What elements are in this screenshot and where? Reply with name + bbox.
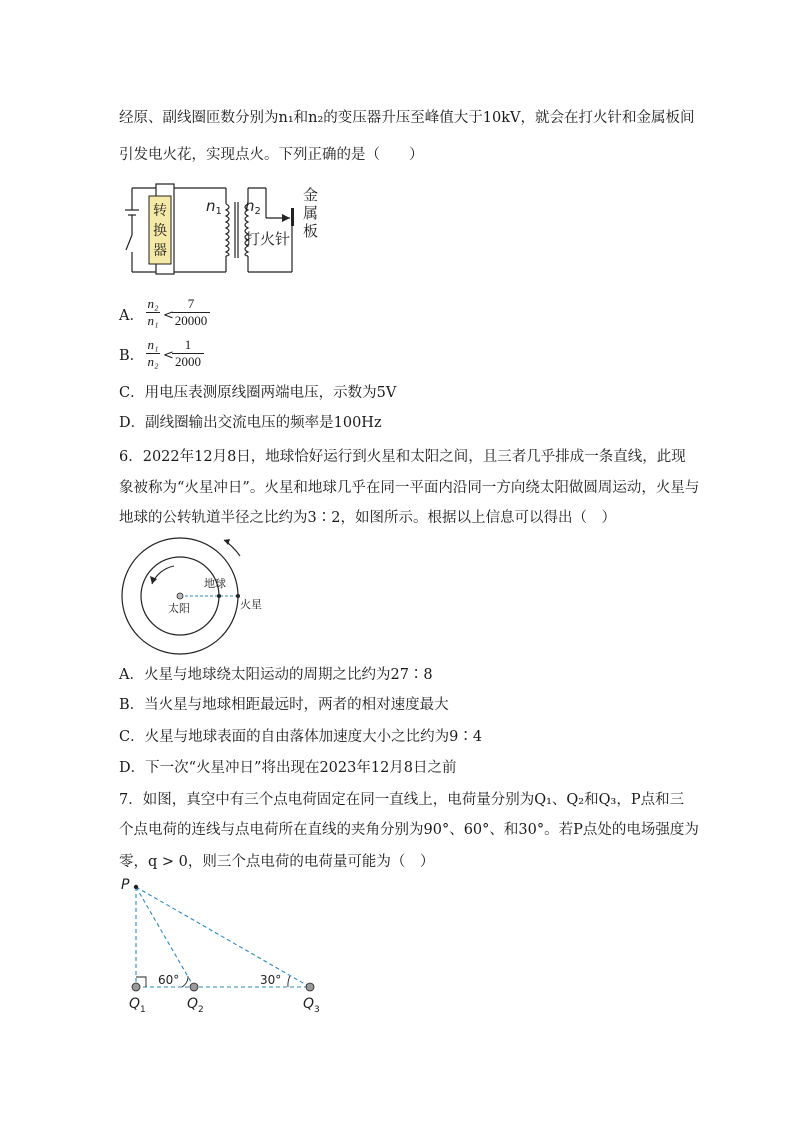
value-denominator: 20000 [172,312,210,329]
needle-label: 打火针 [245,230,291,248]
plate-char-3: 板 [303,222,319,240]
n2-subscript: 2 [254,206,261,217]
q5-option-d: D．副线圈输出交流电压的频率是100Hz [119,415,382,431]
svg-text:Q3 [303,996,320,1015]
p-label: P [121,877,130,893]
q5-option-a-value [172,296,210,329]
angle-60-label: 60° [158,973,180,987]
angle-30-label: 30° [260,973,282,987]
earth-direction-arrow [152,566,174,584]
q6-option-a: A．火星与地球绕太阳运动的周期之比约为27∶8 [119,667,433,683]
value-numerator: 1 [184,337,192,352]
q6-option-c: C．火星与地球表面的自由落体加速度大小之比约为9∶4 [119,729,483,745]
n2-label: n [245,197,255,215]
q5-stem-line2: 引发电火花，实现点火。下列正确的是（ ） [119,147,424,163]
earth-dot [217,594,221,598]
q6-stem-line2: 象被称为“火星冲日”。火星和地球几乎在同一平面内沿同一方向绕太阳做圆周运动，火星与 [119,480,700,496]
q5-stem-line1: 经原、副线圈匝数分别为n₁和n₂的变压器升压至峰值大于10kV，就会在打火针和金属板间 [119,110,695,126]
less-than-sign: < [163,348,174,363]
converter-char-1: 转 [153,203,167,219]
plate-char-1: 金 [303,186,319,204]
svg-text:Q1 [129,996,146,1015]
earth-label: 地球 [204,577,226,590]
charge-q3 [306,983,314,991]
svg-text:n1 [206,197,222,217]
transformer-circuit-figure [118,180,328,280]
plate-char-2: 属 [303,204,319,222]
ratio-denominator: n₂ [147,354,159,369]
n1-subscript: 1 [215,206,222,217]
q7-stem-line2: 个点电荷的连线与点电荷所在直线的夹角分别为90°、60°、和30°。若P点处的电场强度为 [119,822,699,838]
less-than-sign: < [163,308,174,323]
q1-label: Q [129,996,141,1012]
q5-option-b-value [172,337,204,370]
ratio-numerator: n₂ [147,296,159,311]
q2-subscript: 2 [198,1005,204,1015]
orbit-figure [118,536,262,658]
q5-option-a-label: A． [119,308,144,324]
q7-stem-line1: 7．如图，真空中有三个点电荷固定在同一直线上，电荷量分别为Q₁、Q₂和Q₃，P点和三 [119,792,685,808]
q6-stem-line1: 6．2022年12月8日，地球恰好运行到火星和太阳之间，且三者几乎排成一条直线，此现 [119,449,686,465]
charge-q1 [132,983,140,991]
ratio-numerator: n₁ [147,337,159,352]
converter-char-3: 器 [153,243,167,259]
point-charges-figure [118,872,338,1017]
sun-label: 太阳 [168,602,190,615]
q3-label: Q [303,996,315,1012]
q1-subscript: 1 [140,1005,146,1015]
q6-option-b: B．当火星与地球相距最远时，两者的相对速度最大 [119,697,449,713]
n1-label: n [206,197,216,215]
mars-label: 火星 [240,598,262,611]
value-numerator: 7 [187,296,195,311]
q6-option-d: D．下一次“火星冲日”将出现在2023年12月8日之前 [119,760,457,776]
converter-char-2: 换 [153,223,167,239]
svg-text:Q2 [187,996,204,1015]
q6-stem-line3: 地球的公转轨道半径之比约为3∶2，如图所示。根据以上信息可以得出（ ） [119,510,616,526]
q5-option-c: C．用电压表测原线圈两端电压，示数为5V [119,385,397,401]
q3-subscript: 3 [314,1005,320,1015]
q5-option-b-ratio [146,337,160,370]
ratio-denominator: n₁ [147,313,159,328]
q5-option-b-label: B． [119,348,145,364]
q7-stem-line3: 零，q > 0，则三个点电荷的电荷量可能为（ ） [119,854,435,870]
charge-q2 [190,983,198,991]
point-p [134,885,138,889]
q2-label: Q [187,996,199,1012]
value-denominator: 2000 [172,353,204,370]
q5-option-a-ratio [146,296,160,329]
svg-text:n2 [245,197,261,217]
sun-dot [177,593,183,599]
